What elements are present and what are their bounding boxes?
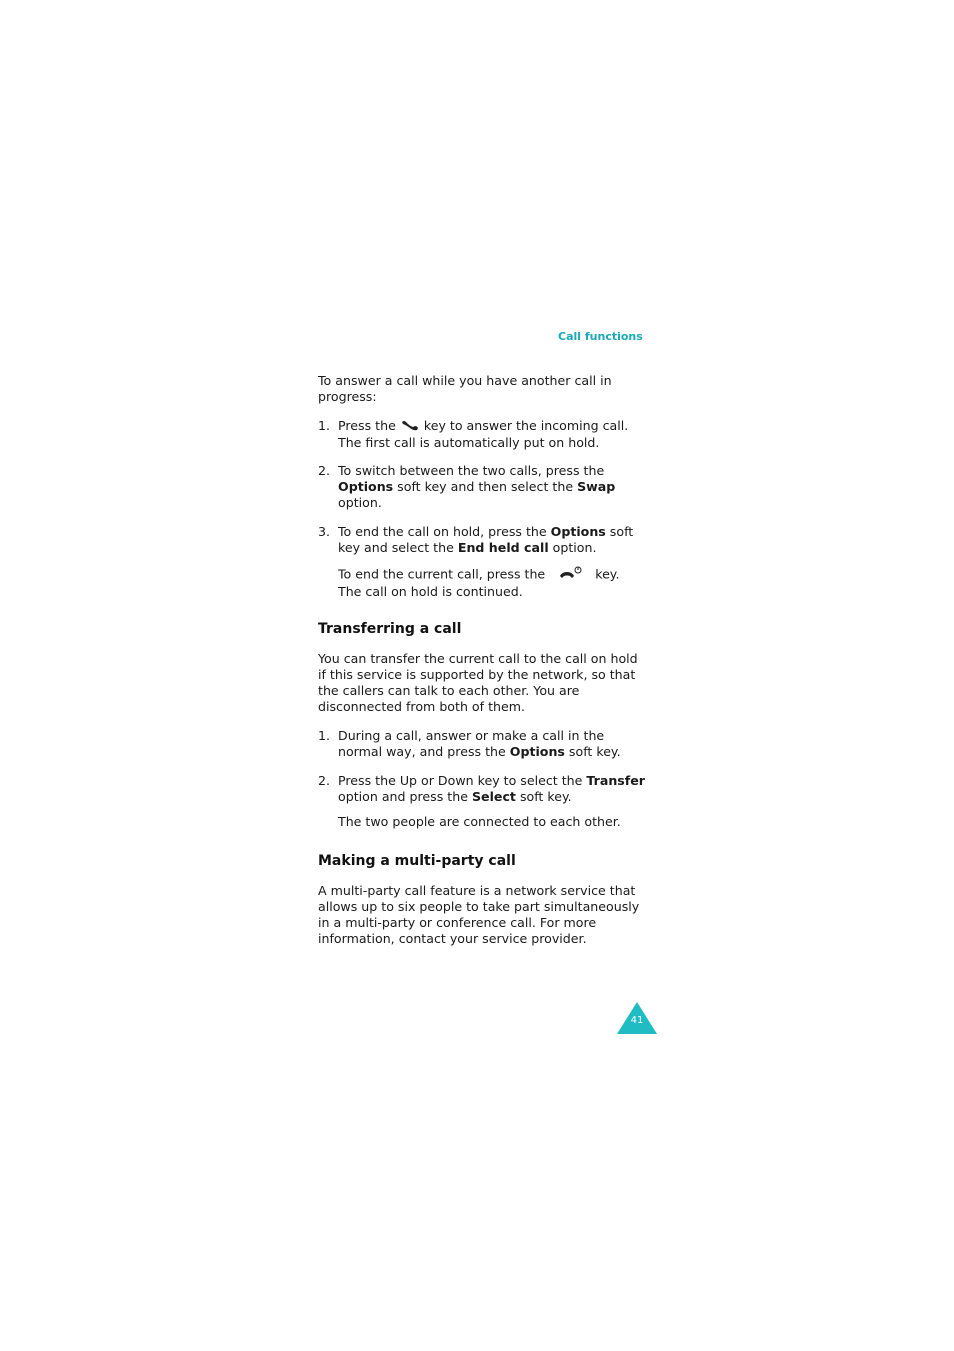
step-text: soft key. bbox=[515, 789, 572, 804]
step-text: soft key. bbox=[564, 744, 621, 759]
answer-step-1 bbox=[318, 418, 648, 451]
step-text: To end the call on hold, press the bbox=[338, 524, 551, 539]
step-text: option. bbox=[548, 540, 597, 555]
step-number: 2. bbox=[318, 463, 331, 478]
step-text: To switch between the two calls, press the bbox=[338, 463, 605, 478]
step-text: normal way, and press the bbox=[338, 744, 510, 759]
intro-line-2: progress: bbox=[318, 389, 377, 404]
step-number: 3. bbox=[318, 524, 331, 539]
paragraph-line: A multi-party call feature is a network service that bbox=[318, 883, 636, 898]
note-text: key. bbox=[595, 566, 620, 582]
note-text: The call on hold is continued. bbox=[338, 584, 523, 599]
answer-step-3 bbox=[318, 524, 648, 556]
step-text: During a call, answer or make a call in the bbox=[338, 728, 605, 743]
send-key-icon bbox=[400, 419, 420, 435]
intro-line-1: To answer a call while you have another call in bbox=[318, 373, 612, 388]
step-text: key to answer the incoming call. bbox=[423, 418, 629, 433]
step-text: key and select the bbox=[338, 540, 458, 555]
end-call-note bbox=[338, 566, 648, 600]
end-held-call-label: End held call bbox=[457, 540, 549, 555]
paragraph-line: in a multi-party or conference call. For more bbox=[318, 915, 597, 930]
step-text: soft key and then select the bbox=[393, 479, 578, 494]
paragraph-line: disconnected from both of them. bbox=[318, 699, 526, 714]
transfer-note: The two people are connected to each other. bbox=[338, 814, 621, 829]
step-text: The first call is automatically put on hold. bbox=[338, 434, 600, 450]
transfer-heading: Transferring a call bbox=[318, 621, 462, 637]
page-number-badge bbox=[617, 1002, 657, 1034]
step-text: option. bbox=[338, 495, 382, 510]
multiparty-paragraph bbox=[318, 883, 639, 947]
options-label: Options bbox=[550, 524, 606, 539]
multiparty-heading: Making a multi-party call bbox=[318, 853, 516, 869]
step-text: option and press the bbox=[338, 789, 472, 804]
note-text: To end the current call, press the bbox=[338, 566, 546, 582]
transfer-step-2 bbox=[318, 773, 648, 805]
paragraph-line: if this service is supported by the network, so that bbox=[318, 667, 636, 682]
step-text: Press the Up or Down key to select the bbox=[338, 773, 587, 788]
transfer-label: Transfer bbox=[586, 773, 646, 788]
section-title: Call functions bbox=[558, 330, 643, 343]
step-number: 1. bbox=[318, 728, 331, 743]
select-label: Select bbox=[471, 789, 516, 804]
options-label: Options bbox=[338, 479, 394, 494]
paragraph-line: You can transfer the current call to the call on hold bbox=[318, 651, 638, 666]
paragraph-line: information, contact your service provider. bbox=[318, 931, 587, 946]
step-number: 1. bbox=[318, 418, 331, 433]
transfer-paragraph bbox=[318, 651, 638, 715]
page-number: 41 bbox=[630, 1015, 644, 1026]
step-text: Press the bbox=[338, 418, 396, 433]
end-key-icon bbox=[557, 566, 583, 584]
step-number: 2. bbox=[318, 773, 331, 788]
swap-label: Swap bbox=[577, 479, 616, 494]
step-text: soft bbox=[605, 524, 634, 539]
options-label: Options bbox=[509, 744, 565, 759]
transfer-step-1 bbox=[318, 728, 648, 760]
intro-paragraph bbox=[318, 373, 612, 405]
paragraph-line: the callers can talk to each other. You are bbox=[318, 683, 580, 698]
answer-step-2 bbox=[318, 463, 648, 511]
paragraph-line: allows up to six people to take part simultaneously bbox=[318, 899, 640, 914]
